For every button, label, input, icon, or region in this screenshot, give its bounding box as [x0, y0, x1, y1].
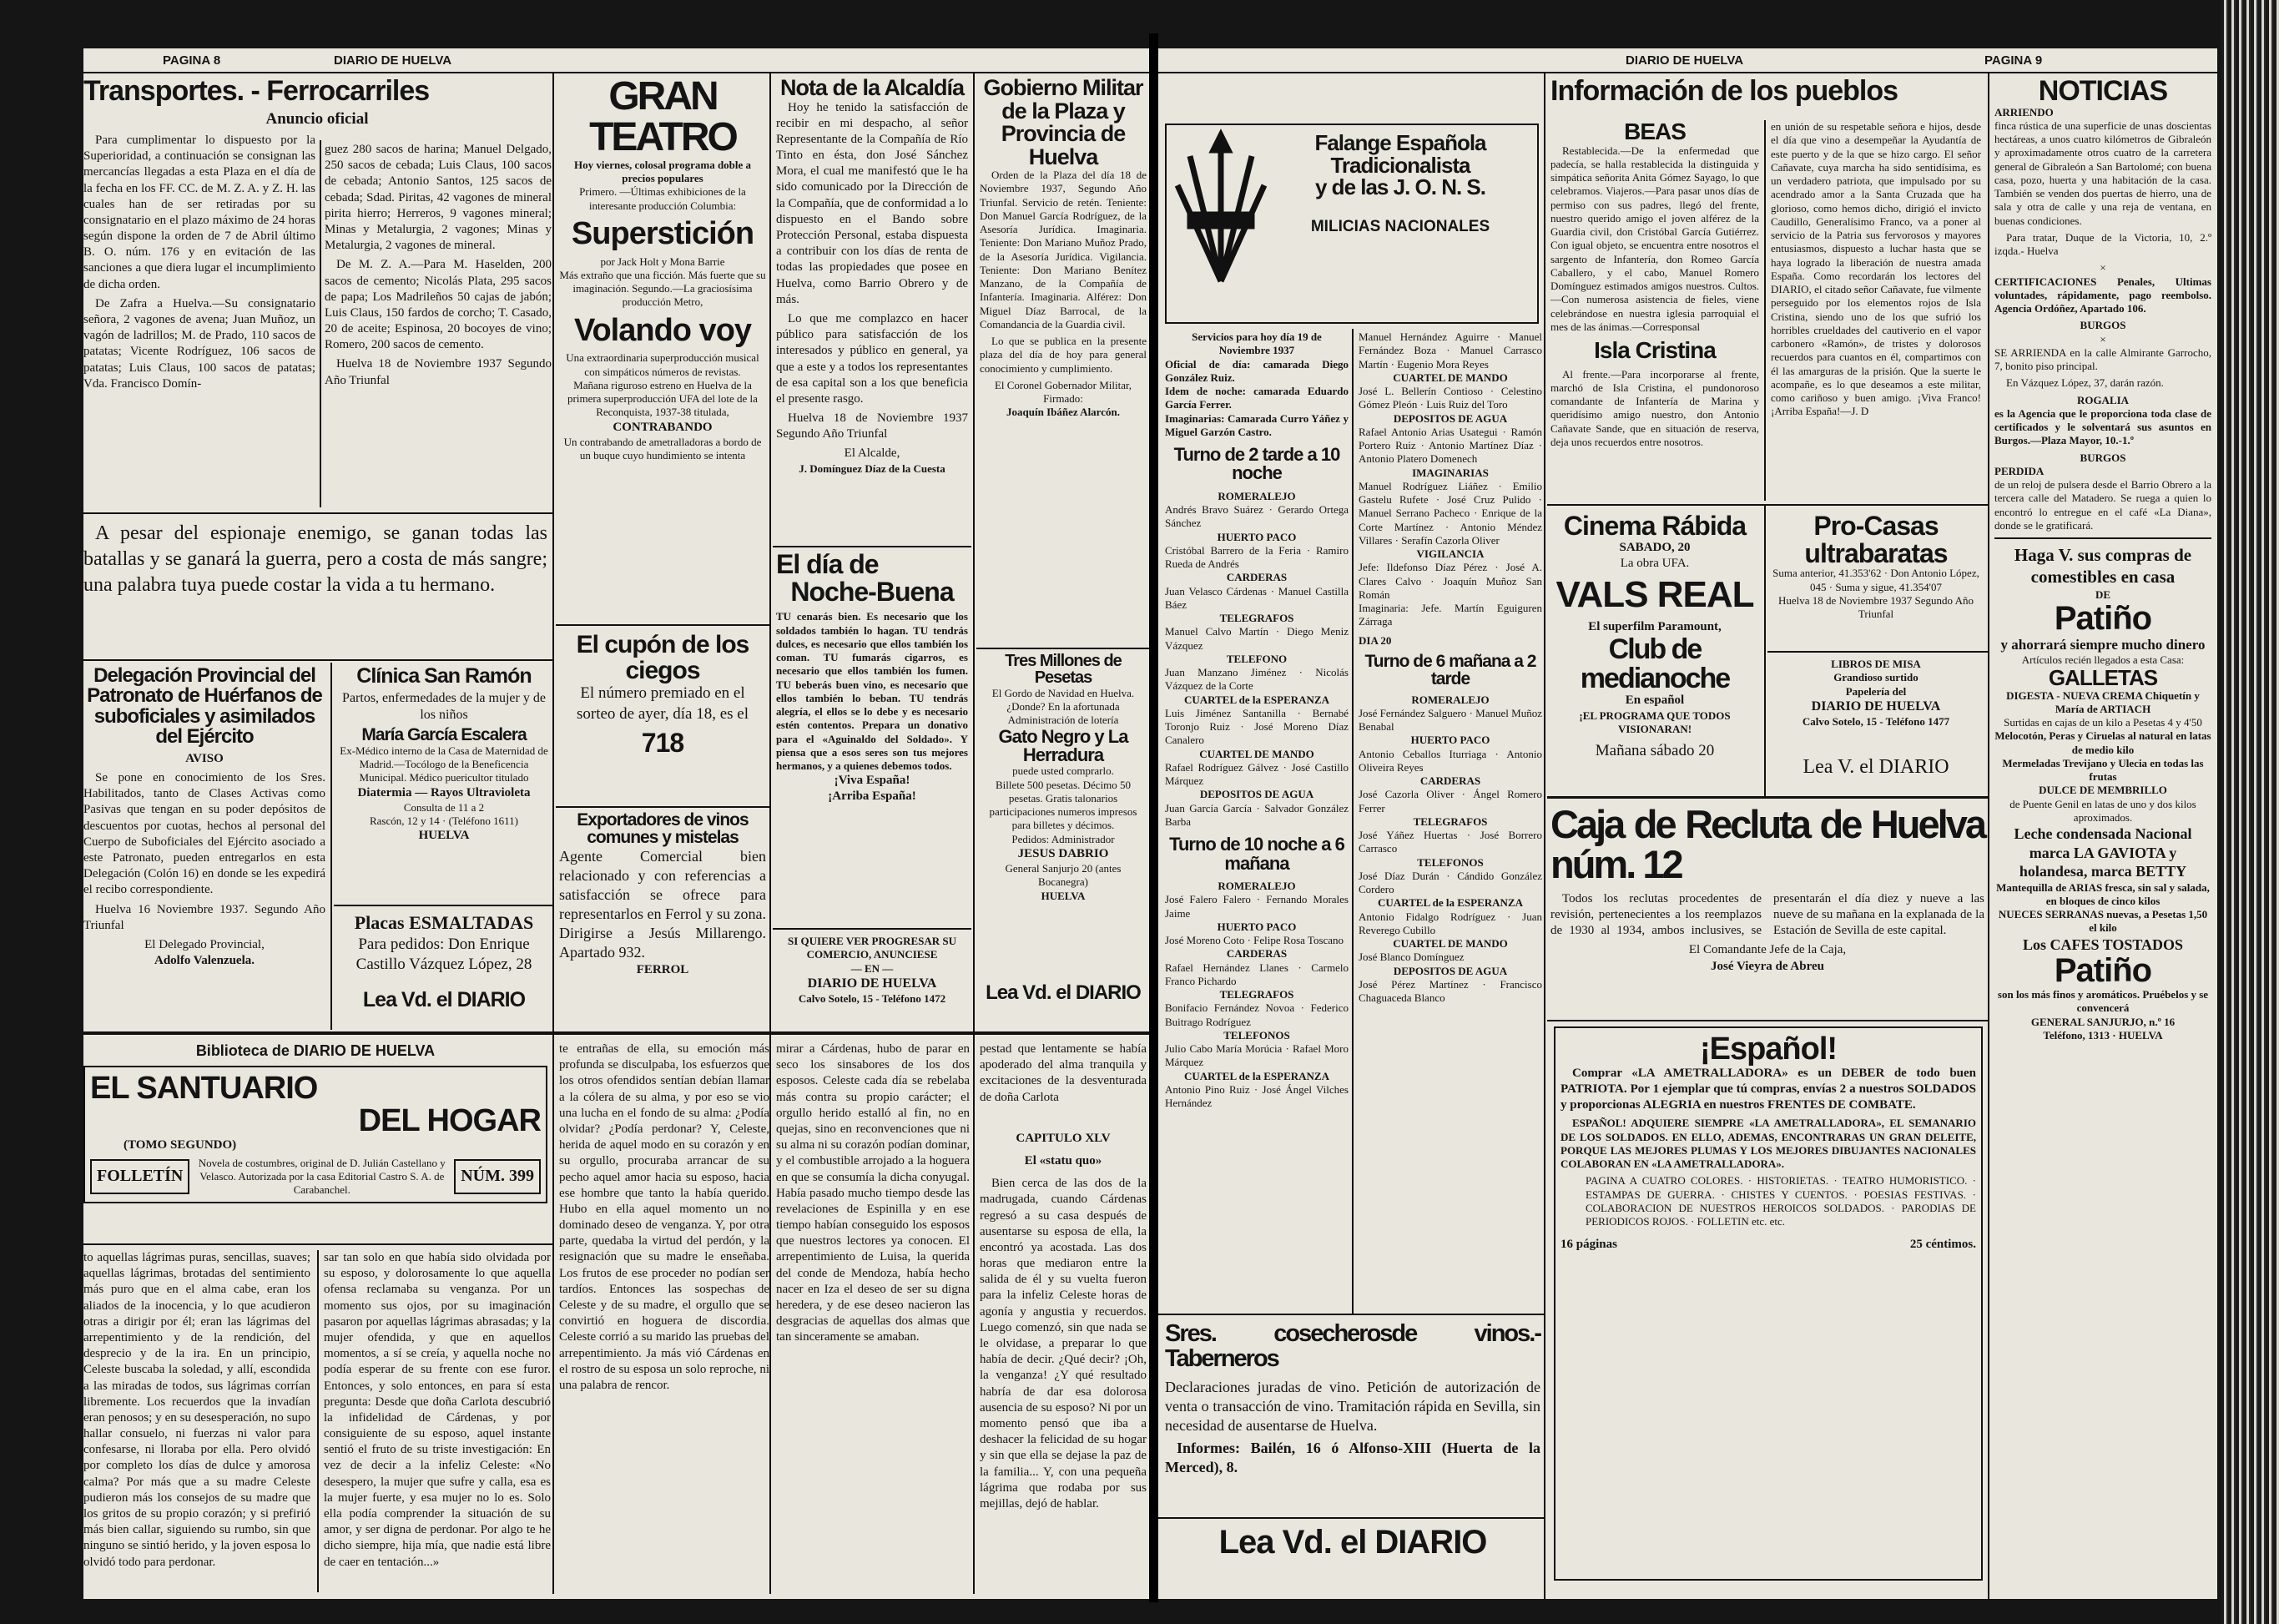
col2-c: Rafael Antonio Arias Usategui · Ramón Portero Ruiz · Antonio Martínez Díaz · Antonio Platero Domenech — [1359, 425, 1542, 466]
huerto-1: HUERTO PACO — [1217, 530, 1297, 543]
list-1: Andrés Bravo Suárez · Gerardo Ortega Sánchez — [1165, 503, 1349, 530]
galletas: GALLETAS — [2048, 665, 2158, 691]
chapter-title: El «statu quo» — [1024, 1153, 1102, 1168]
clinica — [337, 666, 551, 891]
exportadores-city: FERROL — [636, 963, 689, 976]
delegacion-sign2: Adolfo Valenzuela. — [154, 954, 255, 968]
list-10: José Moreno Coto · Felipe Rosa Toscano — [1165, 934, 1344, 946]
alcaldia-date: Huelva 18 de Noviembre 1937 Segundo Año Triunfal — [776, 411, 968, 441]
alcaldia-sign1: El Alcalde, — [844, 446, 900, 461]
transportes-body4: De M. Z. A.—Para M. Haselden, 200 sacos de cemento; Nicolás Plata, 295 sacos de papa; Los Madrileños 50 cajas de jabón; Luis Claus, 150 fardos de corcho; T. Casado, 20 de aceite; Espinosa, 20 bocoyes de vino; Romero, 200 sacos de cemento. — [325, 258, 552, 352]
nochebuena — [776, 551, 968, 922]
falange-yoke-arrows-emblem — [1173, 135, 1269, 294]
alcaldia — [776, 77, 968, 548]
col2-a: Manuel Hernández Aguirre · Manuel Fernández Boza · Manuel Carrasco Martín · Eugenio Mora Reyes — [1359, 330, 1542, 371]
cosecheros-body: Declaraciones juradas de vino. Petición de autorización de venta o transacción de vino. Tramitación rápida en Sevilla, sin necesidad de ausentarse de Huelva. — [1165, 1379, 1540, 1435]
clinica-line5: Rascón, 12 y 14 · (Teléfono 1611) — [369, 815, 519, 828]
mermeladas: Mermeladas Trevijano y Ulecia en todas las frutas — [2002, 756, 2204, 784]
deposito-1: DEPOSITOS DE AGUA — [1199, 788, 1314, 801]
libros-line1: LIBROS DE MISA — [1831, 658, 1921, 670]
serial-col1-text: to aquellas lágrimas puras, sencillas, suaves; aquellas lágrimas, brotadas del sentimiento más puro que en el alma cabe, eran los aliados de la inocencia, y lo que acudieron otras a dirigir por él; eran las lágrimas del arrepentimiento y de la rendición, del desprecio y de la ira. En un principio, Celeste buscaba la soledad, y allí, escondida a las miradas de todos, sus lágrimas corrían libremente. Los recuerdos que la invadían eran penosos; y en su desesperación, no supo hallar consuelo, ni fuerzas ni valor para confesarse, ni lloraba por ella. Pero olvidó por completo los días de dulce y amorosa calma? Por más que a su madre Celeste pudieron más los consejos de su madre que los gritos de su propio corazón; y si prefirió más bien callar, siguiendo su rumbo, sin que ninguno se sintió herido, y la joven esposa lo olvidó todo para perdonar. — [83, 1251, 310, 1569]
col2-i: José Cazorla Oliver · Ángel Romero Ferrer — [1359, 788, 1542, 815]
col2-j: José Yáñez Huertas · José Borrero Carrasco — [1359, 829, 1542, 855]
mantequilla: Mantequilla de ARIAS fresca, sin sal y salada, en bloques de cinco kilos — [1996, 880, 2210, 907]
falange-sub: MILICIAS NACIONALES — [1310, 217, 1490, 235]
burgos-1: BURGOS — [2080, 319, 2126, 332]
film-club-medianoche: Club de medianoche — [1580, 633, 1730, 694]
serial-col1 — [83, 1250, 310, 1592]
col2-vigilancia: VIGILANCIA — [1416, 547, 1485, 560]
caja-sign1: El Comandante Jefe de la Caja, — [1688, 943, 1847, 957]
pueblos-col1 — [1550, 120, 1759, 504]
serial-col3-text: te entrañas de ella, su emoción más profunda se disculpaba, los esfuerzos que los otros ofendidos sentían debían llamar a la cólera de su alma, y por eso se vio una lucha en el fondo de su alma: ¿Podía olvidar? ¿Podía perdonar? Y, Celeste, herida de aquel modo en su corazón y en su orgullo, procuraba arrancar de su pecho aquel amor hacia su esposo, hacia ese hombre que tanto la había querido. Hubo en ella aquel momento un no dominado deseo de venganza. Y, por otra parte, quedaba la virtud del perdón, y la resignación que su madre le enseñaba. Los frutos de ese proceder no podían ser tardíos. Entonces las sospechas de Celeste y de su madre, el orgullo que se convirtió en hoguera de discordia. Celeste corrió a su marido las pruebas del arrepentimiento. Ja más vió Cárdenas en el rostro de su esposa un solo reproche, ni una palabra de rencor. — [559, 1042, 769, 1392]
col2-huerto: HUERTO PACO — [1410, 734, 1490, 747]
alcaldia-title: Nota de la Alcaldía — [779, 75, 965, 100]
gran-teatro-intro: Hoy viernes, colosal programa doble a precios populares — [573, 158, 752, 185]
list-4: Manuel Calvo Martín · Diego Meniz Vázquez — [1165, 625, 1349, 652]
caja-title: Caja de Recluta de Huelva núm. 12 — [1550, 802, 1984, 886]
tres-millones-body3: Billete 500 pesetas. Décimo 50 pesetas. Gratis talonarios participaciones numeros impresos para billetes y décimos. — [989, 778, 1137, 832]
carderas-2: CARDERAS — [1226, 947, 1288, 961]
esperanza-2: CUARTEL de la ESPERANZA — [1184, 1069, 1329, 1082]
placas — [337, 911, 551, 986]
serial-col4-text: mirar a Cárdenas, hubo de parar en seco los sinsabores de los dos esposos. Celeste cada día se rebelaba más contra su propio carácter; el orgullo herido estalló al fin, no en quejas, sino en reconvenciones que ni su alma ni su corazón podían dominar, y el combustible arrojado a la hoguera en que se consumía la dicha conyugal. Había pasado mucho tiempo desde las revelaciones de Espinilla y en ese tiempo habían conseguido los esposos que nuestros lectores ya conocen. El arrepentimiento de Luisa, la querida del conde de Mendoza, había hecho nacer en Iza el deseo de ser su digna heredera, y de ese deseo nacieron las desgracias de aquellas dos almas que tan sinceramente se amaban. — [776, 1042, 970, 1344]
page-label-right: PAGINA 9 — [1984, 53, 2043, 68]
gobierno-sign1: El Coronel Gobernador Militar, — [994, 378, 1132, 391]
suscripcion-line3: DIARIO DE HUELVA — [807, 976, 937, 991]
list-2: Cristóbal Barrero de la Feria · Ramiro Rueda de Andrés — [1165, 543, 1349, 571]
col2-telefonos: TELEFONOS — [1417, 855, 1484, 869]
santuario-tomo: (TOMO SEGUNDO) — [124, 1137, 237, 1152]
col2-deposito-2: DEPOSITOS DE AGUA — [1393, 964, 1508, 977]
procasas — [1771, 512, 1981, 646]
arriendo-body: finca rústica de una superficie de unas doscientas hectáreas, a unos cuatro kilómetros de Gibraleón y aproximadamente otros cuatro de la carretera general de Gibraleón a San Bartolomé; con buena casa, pozo, huerta y una habitación de la casa. También se venden dos puertas de hierro, una de sala y otra de calle y una reja de ventana, en buenas condiciones. — [1994, 119, 2211, 227]
tres-millones-body4: Pedidos: Administrador — [1011, 832, 1115, 845]
falange-title1: Falange Española — [1314, 130, 1486, 155]
cinema-title: Cinema Rábida — [1563, 511, 1747, 541]
arriendo-info: Para tratar, Duque de la Victoria, 10, 2.º izqda.- Huelva — [1994, 230, 2211, 258]
list-5: Juan Manzano Jiménez · Nicolás Vázquez de la Corte — [1165, 666, 1349, 693]
articulos: Artículos recién llegados a esta Casa: — [2021, 653, 2185, 666]
cinema-espanol: En español — [1625, 693, 1685, 708]
cosecheros — [1165, 1322, 1540, 1514]
ahorrara: y ahorrará siempre mucho dinero — [2000, 636, 2206, 653]
suscripcion-line2: — EN — — [850, 961, 894, 975]
santuario-title1: EL SANTUARIO — [90, 1071, 318, 1107]
gran-teatro-line1: Primero. —Últimas exhibiciones de la interesante producción Columbia: — [579, 185, 746, 212]
lea-left-1: Lea Vd. el DIARIO — [362, 988, 526, 1011]
dulce2: de Puente Genil en latas de uno y dos kilos aproximados. — [2009, 797, 2196, 824]
romerale-2: ROMERALEJO — [1218, 880, 1296, 892]
patino-1: Patiño — [2054, 599, 2152, 637]
pueblos-title: Información de los pueblos — [1550, 75, 1898, 107]
transportes-subtitle: Anuncio oficial — [265, 109, 369, 128]
serial-col5b-text: Bien cerca de las dos de la madrugada, cuando Cárdenas regresó a su casa después de ausentarse su esposa de ella, la encontró ya acostada. Las dos horas que mediaron entre la salida de él y su vuelta fueron para la infeliz Celeste horas de agonía y angustia y recuerdos. Luego comenzó, sin que nada se le olvidase, a preparar lo que había de decir. ¿Qué decir? ¡Oh, la venganza! ¿Y qué resultado habría de dar esa dolorosa ausencia de su esposo? Ni por un momento pensó que iba a deshacer la felicidad de su hogar y sin que ella se dejase la paz de la familia... Y, con una pequeña lágrima que rodaba por sus mejillas, dejó de hablar. — [980, 1177, 1147, 1511]
beas-title: BEAS — [1624, 119, 1686, 144]
mando-1: CUARTEL DE MANDO — [1199, 747, 1314, 760]
libros-line5: Calvo Sotelo, 15 - Teléfono 1477 — [1802, 714, 1950, 728]
masthead: DIARIO DE HUELVA — [334, 53, 452, 68]
digesta: DIGESTA - NUEVA CREMA Chiquetín y María de ARTIACH — [2006, 688, 2200, 715]
film-volando-voy: Volando voy — [573, 312, 752, 348]
col2-d: Manuel Rodríguez Liáñez · Emilio Gastelu Rufete · José Cruz Pulido · Manuel Serrano Pacheco · Enrique de la Corte Martínez · Antonio Méndez Villares · Serafín Cazorla Oliver — [1359, 479, 1542, 547]
col2-carderas: CARDERAS — [1419, 774, 1481, 788]
turno-1: Turno de 2 tarde a 10 noche — [1173, 444, 1340, 484]
film-supersticion: Superstición — [571, 215, 754, 251]
col2-dia: DIA 20 — [1359, 633, 1392, 647]
col2-h: Antonio Ceballos Iturriaga · Antonio Oliveira Reyes — [1359, 747, 1542, 774]
list-13: Julio Cabo María Morúcia · Rafael Moro Márquez — [1165, 1042, 1349, 1069]
serial-col2-text: sar tan solo en que había sido olvidada por su esposo, y dolorosamente lo que aquella ofensa reclamaba su venganza. Por un momento sus ojos, por su imaginación pasaron por aquellas lágrimas abrasadas; y la mujer ofendida, y que en aquellos momentos, a sí se creía, y aquella noche no podía esperar de su frente con ese furor. Entonces, y solo entonces, en para sí esta pregunta: Desde que doña Carlota descubrió la infidelidad de Cárdenas, y por consiguiente de su esposo, aquel instante sentió el fruto de su triste investigación: En vez de decir a la infeliz Celeste: «No desespero, la mujer que sufre y calla, esa es la mujer fuerte, y esa mujer no lo es. Solo ella podía comprender la situación de su amor, y ser digna de perdonar. Por algo te he dicho siempre, hija mía, que nadie está libre de caer en tentación...» — [324, 1251, 551, 1569]
book-gutter — [1149, 33, 1158, 1602]
cinema-manana: Mañana sábado 20 — [1595, 742, 1715, 760]
servicios-title: Servicios para hoy día 19 de Noviembre 1937 — [1192, 330, 1322, 357]
telegrafos-1: TELEGRAFOS — [1219, 612, 1294, 625]
patino-2: Patiño — [2054, 952, 2152, 990]
huerto-2: HUERTO PACO — [1217, 920, 1297, 933]
espanol-pages: 16 páginas — [1561, 1238, 1617, 1252]
turno-2: Turno de 10 noche a 6 mañana — [1169, 834, 1344, 874]
gobierno-sign2: Firmado: — [1043, 392, 1083, 406]
list-7: Rafael Rodríguez Gálvez · José Castillo Márquez — [1165, 760, 1349, 788]
espanol-list: PAGINA A CUATRO COLORES. · HISTORIETAS. · TEATRO HUMORISTICO. · ESTAMPAS DE GUERRA. · CHISTES Y CUENTOS. · POESIAS FESTIVAS. · COLABORACION DE NUESTROS HEROICOS SOLDADOS. · PARODIAS DE PERIODICOS ROJOS. · FOLLETIN etc. etc. — [1586, 1174, 1976, 1228]
lea-right-2: Lea V. el DIARIO — [1803, 756, 1949, 778]
gobierno-body2: Lo que se publica en la presente plaza del día de hoy para general conocimiento y cumplimiento. — [980, 335, 1147, 375]
falange-col2 — [1359, 330, 1542, 1307]
col2-k: José Díaz Durán · Cándido González Cordero — [1359, 869, 1542, 896]
pueblos-col2 — [1771, 120, 1981, 501]
cinema-date: SABADO, 20 — [1619, 540, 1691, 554]
transportes-col1 — [83, 75, 430, 511]
noticias-addr: GENERAL SANJURJO, n.º 16 — [2030, 1015, 2176, 1028]
col2-telegrafos: TELEGRAFOS — [1413, 815, 1488, 828]
tres-millones-body: El Gordo de Navidad en Huelva. ¿Donde? En la afortunada Administración de lotería — [991, 686, 1135, 727]
col2-f: Imaginaria: Jefe. Martín Eguiguren Zárraga — [1359, 602, 1542, 628]
gran-teatro — [559, 74, 766, 619]
nochebuena-body: TU cenarás bien. Es necesario que los soldados también lo hagan. TU tendrás dulces, es necesario que ellos también los coman. TU fumarás cigarros, es necesario que ellos también los fumen. TU beberás buen vino, es necesario que ellos también lo beban. TU tendrás alegría, el ellos se lo debe y es necesario estén contentos. Prepara un donativo para el «Aguinaldo del Soldado». Y piensa que a esos seres son tus mejores hermanos, y a quienes debemos todos. — [776, 610, 968, 772]
leche: Leche condensada Nacional marca LA GAVIOTA y holandesa, marca BETTY — [2014, 825, 2192, 880]
noticias: NOTICIAS ARRIENDO finca rústica de una superficie de unas doscientas hectáreas, a unos cuatro kilómetros de Gibraleón y aproximadamente otros cuatro de la carretera general de Gibraleón a San Bartolomé; con buena casa, pozo, huerta y una habitación de la casa. También se venden dos puertas de hierro, una de sala y otra de calle y una reja de ventana, en buenas condiciones. Para tratar, Duque de la Victoria, 10, 2.º izqda.- Huelva × CERTIFICACIONES Penales, Ultimas voluntades, rápidamente, pago reembolso. Agencia Ordóñez, Apartado 106. BURGOS × SE ARRIENDA en la calle Almirante Garrocho, 7, bonito piso principal. En Vázquez López, 37, darán razón. ROGALIA es la Agencia que le proporciona toda clase de certificados y le solventará sus asuntos en Burgos.—Plaza Mayor, 10.-1.º BURGOS PERDIDA de un reloj de pulsera desde el Barrio Obrero a la tercera calle del Matadero. Se ruega a quien lo encontró lo entregue en el café «La Diana», donde se le gratificará. Haga V. sus compras de comestibles en casa DE Patiño y ahorrará siempre mucho dinero Artículos recién llegados a esta Casa: GALLETAS DIGESTA - NUEVA CREMA Chiquetín y María de ARTIACH Surtidas en cajas de un kilo a Pesetas 4 y 4'50 Melocotón, Peras y Ciruelas al natural en latas de medio kilo Mermeladas Trevijano y Ulecia en todas las frutas DULCE DE MEMBRILLO de Puente Genil en latas de uno y dos kilos aproximados. Leche condensada Nacional marca LA GAVIOTA y holandesa, marca BETTY Mantequilla de ARIAS fresca, sin sal y salada, en bloques de cinco kilos NUECES SERRANAS nuevas, a Pesetas 1,50 el kilo Los CAFES TOSTADOS Patiño son los más finos y aromáticos. Pruébelos y se convencerá GENERAL SANJURJO, n.º 16 Teléfono, 1313 · HUELVA — [1994, 75, 2211, 1041]
delegacion-body: Se pone en conocimiento de los Sres. Habilitados, tanto de Clases Activas como Pasivas que tengan en su poder depósitos de descuentos por cuotas, hechos al personal del Cuerpo de Suboficiales del Ejército asociado a este Patronato, pueden entregarlos en esta Delegación (Colón 16) en donde se les expedirá el recibo correspondiente. — [83, 771, 325, 897]
cinema-paramount: El superfilm Paramount, — [1588, 619, 1722, 633]
col2-n: José Pérez Martínez · Francisco Chaguaceda Blanco — [1359, 977, 1542, 1005]
dulce: DULCE DE MEMBRILLO — [2039, 784, 2167, 797]
espanol-body2: ESPAÑOL! ADQUIERE SIEMPRE «LA AMETRALLADORA», EL SEMANARIO DE LOS SOLDADOS. EN ELLO, ADEMAS, ENCONTRARAS UN GRAN DELEITE, PORQUE LAS MEJORES PLUMAS Y LOS MEJORES DIBUJANTES NACIONALES COLABORAN EN «LA AMETRALLADORA». — [1561, 1117, 1976, 1171]
list-14: Antonio Pino Ruiz · José Ángel Vilches Hernández — [1165, 1082, 1349, 1109]
transportes-title: Transportes. - Ferrocarriles — [83, 75, 430, 107]
list-3: Juan Velasco Cárdenas · Manuel Castilla Báez — [1165, 584, 1349, 611]
falange-col1 — [1165, 330, 1349, 1307]
masthead-right: DIARIO DE HUELVA — [1626, 53, 1744, 68]
col2-esperanza: CUARTEL de la ESPERANZA — [1378, 896, 1523, 910]
exportadores-body: Agente Comercial bien relacionado y con referencias a satisfacción se ofrece para representarlos en Ferrol y su zona. Dirigirse a Jesús Millarengo. Apartado 932. — [559, 847, 766, 961]
burgos-2: BURGOS — [2080, 451, 2126, 464]
procasas-body: Suma anterior, 41.353'62 · Don Antonio López, 045 · Suma y sigue, 41.354'07 — [1772, 567, 1979, 593]
col2-g: José Fernández Salguero · Manuel Muñoz Benabal — [1359, 706, 1542, 734]
transportes-col2 — [325, 142, 552, 509]
gran-teatro-desc4: Un contrabando de ametralladoras a bordo de un buque cuyo hundimiento se intenta — [563, 435, 762, 462]
gran-teatro-desc3: Mañana riguroso estreno en Huelva de la primera superproducción UFA del lote de la Reconquista, 1937-38 titulada, — [567, 378, 758, 419]
esperanza-1: CUARTEL de la ESPERANZA — [1184, 693, 1329, 706]
biblioteca-title: Biblioteca de DIARIO DE HUELVA — [195, 1042, 436, 1059]
turno-3: Turno de 6 mañana a 2 tarde — [1364, 651, 1536, 689]
falange-title3: y de las J. O. N. S. — [1315, 174, 1485, 200]
caja-body: Todos los reclutas procedentes de revisión, pertenecientes a los reemplazos de 1930 al 1934, ambos inclusives, se presentarán el día diez y nueve a las nueve de su mañana en la explanada de la Estación de Sevilla de este capital. — [1550, 891, 1984, 938]
gran-teatro-desc2: Una extraordinaria superproducción musical con simpáticos números de revistas. — [566, 351, 759, 378]
arrienda: SE ARRIENDA en la calle Almirante Garrocho, 7, bonito piso principal. — [1994, 345, 2211, 373]
col2-mando: CUARTEL DE MANDO — [1393, 371, 1508, 384]
falange-oficial: Oficial de día: camarada Diego González Ruiz. — [1165, 357, 1349, 384]
delegacion-sign1: El Delegado Provincial, — [144, 937, 265, 951]
surtidas: Surtidas en cajas de un kilo a Pesetas 4 y 4'50 — [2004, 716, 2202, 729]
col2-b: José L. Bellerín Contioso · Celestino Gómez Pleón · Luis Ruiz del Toro — [1359, 385, 1542, 411]
transportes-body2: De Zafra a Huelva.—Su consignatario señora, 2 vagones de avena; Juan Muñoz, un vagón de ladrillos; M. de Prado, 110 sacos de patatas; Vicente Rodríguez, 106 sacos de patatas; Luis Claus, 100 sacos de patatas; Vda. Francisco Domín- — [83, 296, 315, 391]
chapter-number: CAPITULO XLV — [1016, 1131, 1111, 1145]
espanol-title: ¡Español! — [1699, 1031, 1838, 1067]
lea-right: Lea Vd. el DIARIO — [1218, 1524, 1487, 1561]
espanol-body: Comprar «LA AMETRALLADORA» es un DEBER de todo buen PATRIOTA. Por 1 ejemplar que tú compras, envías 2 a nuestros SOLDADOS y proporcionas ALEGRIA en nuestros FRENTES DE COMBATE. — [1561, 1066, 1976, 1112]
folletin-label: FOLLETÍN — [90, 1159, 189, 1194]
quote-text: A pesar del espionaje enemigo, se ganan todas las batallas y se ganará la guerra, pero a costa de más sangre; una palabra tuya puede costar la vida a tu hermano. — [83, 522, 547, 597]
falange-box — [1165, 124, 1539, 324]
libros-line3: Papelería del — [1845, 684, 1907, 698]
cafes2: son los más finos y aromáticos. Pruébelos y se convencerá — [1997, 988, 2209, 1015]
falange-idem: Idem de noche: camarada Eduardo García Ferrer. — [1165, 385, 1349, 411]
procasas-date: Huelva 18 de Noviembre 1937 Segundo Año Triunfal — [1778, 593, 1974, 620]
haga: Haga V. sus compras de comestibles en casa — [2014, 545, 2192, 588]
transportes-body3: guez 280 sacos de harina; Manuel Delgado, 250 sacos de cebada; Luis Claus, 100 sacos de cebada; Antonio Santos, 125 sacos de cebada; Sdad. Piritas, 42 vagones de mineral pirita hierro; Herreros, 9 vagones mineral; Minas y Metalurgia, 2 vagones; Minas y Metalurgia, 2 vagones de mineral. — [325, 143, 552, 253]
film-vals-real: VALS REAL — [1555, 574, 1754, 615]
alcaldia-body2: Lo que me complazco en hacer público para satisfacción de los interesados y público en general, ya que a este y a todos los representantes de esa capital son a los que beneficia el presente rasgo. — [776, 311, 968, 406]
serial-col5 — [980, 1041, 1147, 1592]
suscripcion — [776, 935, 968, 1028]
list-8: Juan García García · Salvador González Barba — [1165, 801, 1349, 828]
list-11: Rafael Hernández Llanes · Carmelo Franco Pichardo — [1165, 961, 1349, 987]
suscripcion-line1: SI QUIERE VER PROGRESAR SU COMERCIO, ANUNCIESE — [787, 935, 957, 961]
list-6: Luis Jiménez Santanilla · Bernabé Toronjo Ruiz · José Moreno Díaz Canalero — [1165, 706, 1349, 747]
serial-col4 — [776, 1041, 970, 1592]
cupon — [559, 633, 766, 799]
clinica-name: María García Escalera — [361, 725, 527, 745]
col2-imaginarias: IMAGINARIAS — [1412, 466, 1489, 479]
delegacion-aviso: AVISO — [185, 751, 224, 765]
tres-millones-addr: General Sanjurjo 20 (antes Bocanegra) — [1005, 862, 1122, 889]
isla-title: Isla Cristina — [1594, 337, 1716, 364]
clinica-line3: Diatermia — Rayos Ultravioleta — [357, 785, 531, 799]
col2-mando-2: CUARTEL DE MANDO — [1393, 937, 1508, 951]
list-12: Bonifacio Fernández Novoa · Federico Buitrago Rodríguez — [1165, 1001, 1349, 1028]
tres-millones-city: HUELVA — [1041, 889, 1086, 902]
delegacion-title: Delegación Provincial del Patronato de Huérfanos de suboficiales y asimilados del Ejército — [87, 664, 322, 749]
delegacion-date: Huelva 16 Noviembre 1937. Segundo Año Triunfal — [83, 902, 325, 932]
clinica-line2: Ex-Médico interno de la Casa de Maternidad de Madrid.—Tocólogo de la Beneficencia Municipal. Médico puericultor titulado — [340, 744, 548, 784]
alcaldia-sign2: J. Domínguez Díaz de la Cuesta — [799, 461, 945, 475]
col2-romerale: ROMERALEJO — [1411, 693, 1490, 706]
romerale-1: ROMERALEJO — [1218, 489, 1296, 502]
page-label: PAGINA 8 — [163, 53, 221, 68]
cupon-body: El número premiado en el sorteo de ayer, día 18, es el — [576, 684, 749, 723]
cosecheros-title: Sres. cosecherosde vinos.-Taberneros — [1165, 1320, 1540, 1372]
noticias-tel: Teléfono, 1313 · HUELVA — [2043, 1028, 2163, 1041]
libros — [1771, 658, 1981, 749]
cinema — [1550, 512, 1759, 796]
caja-sign2: José Vieyra de Abreu — [1711, 959, 1824, 973]
gran-teatro-cast1: por Jack Holt y Mona Barrie — [600, 255, 725, 268]
gobierno-body: Orden de la Plaza del día 18 de Noviembre 1937, Segundo Año Triunfal. Servicio de retén. Teniente: Don Manuel García Rodríguez, de la Asesoría Jurídica. Imaginaria. Teniente: Don Mariano Muñoz Prado, de la Asesoría Jurídica. Vigilancia. Teniente: Don Mariano Benítez Manzano, de la Compañía de Infantería. Imaginaria. Alférez: Don Miguel Díaz Barrocal, de la Comandancia de la Guardia civil. — [980, 169, 1147, 330]
serial-col5-text: pestad que lentamente se había apoderado del alma tranquila y excitaciones de la desventurada de doña Carlota — [980, 1042, 1147, 1104]
cupon-number: 718 — [641, 727, 684, 758]
beas-body2: en unión de su respetable señora e hijos, desde el día que vino a desempeñar la Ayudantía de este puerto y de la que se hizo cargo. El señor Cañavate, cuya marcha ha sido sentidísima, es un verdadero patriota, que impulsado por su acendrado amor a la Santa Cruzada que ha glorioso, como hemos dicho, dirigió el invicto Caudillo, Generalísimo Franco, va a poner al servicio de la Patria sus fervorosos y mayores entusiasmos, dispuesto a luchar hasta que se haya logrado la liberación de nuestra amada España. Como recordarán los lectores del DIARIO, el citado señor Cañavate, fue vilmente perseguido por los elementos rojos de Isla Cristina, siendo uno de los que sufrió los horribles crueldades del cautiverio en el vapor carbonero «Ramón», de tristes y dolorosos recuerdos para cuantos en él, compartimos con él las amarguras de la prisión. Que la suerte le acompañe, es lo que deseamos a este militar, como cariñoso y buen amigo. ¡Viva Franco! ¡Arriba España!—J. D — [1771, 120, 1981, 418]
perdida-body: de un reloj de pulsera desde el Barrio Obrero a la tercera calle del Matadero. Se ruega a quien lo encontró lo entregue en el café «La Diana», donde se le gratificará. — [1994, 478, 2211, 532]
exportadores — [559, 811, 766, 1028]
nochebuena-title1: El día de — [776, 549, 879, 579]
cupon-title: El cupón de los ciegos — [576, 631, 749, 684]
telefonos-2: TELEFONOS — [1223, 1028, 1290, 1041]
cinema-line: ¡EL PROGRAMA QUE TODOS VISIONARAN! — [1579, 709, 1731, 735]
telefono-1: TELEFONO — [1226, 652, 1288, 665]
delegacion — [83, 666, 325, 1033]
col2-e: Jefe: Ildefonso Díaz Pérez · José A. Clares Calvo · Joaquín Muñoz San Román — [1359, 561, 1542, 601]
beas-body: Restablecida.—De la enfermedad que padecía, se halla restablecida la distinguida y simpática señorita Anita Gómez Sayago, lo que celebramos. Viajeros.—Para pasar unos días de permiso con sus padres, llegó del frente, nuestro querido amigo el joven alférez de la Guardia civil, don Cristóbal García Gutiérrez. Con igual objeto, se encuentra entre nosotros el sargento de Infantería, don Romeo García Caballero, y el cabo, Manuel Romero Domínguez estimados amigos nuestros. Cultos.—Con numerosa asistencia de fieles, viene celebrándose en nuestra iglesia parroquial el mes de las ánimas.—Corresponsal — [1550, 144, 1759, 333]
cosecheros-informes: Informes: Bailén, 16 ó Alfonso-XIII (Huerta de la Merced), 8. — [1165, 1440, 1540, 1476]
caja — [1550, 804, 1984, 1013]
noticias-title: NOTICIAS — [2038, 75, 2168, 107]
transportes-date: Huelva 18 de Noviembre 1937 Segundo Año Triunfal — [325, 357, 552, 387]
suscripcion-line4: Calvo Sotelo, 15 - Teléfono 1472 — [798, 991, 946, 1005]
placas-body: Para pedidos: Don Enrique Castillo Vázquez López, 28 — [355, 936, 532, 974]
serial-col2 — [324, 1250, 551, 1592]
nochebuena-viva: ¡Viva España! — [834, 774, 910, 788]
clinica-city: HUELVA — [418, 829, 470, 843]
melocoton: Melocotón, Peras y Ciruelas al natural en latas de medio kilo — [1994, 729, 2211, 756]
arriendo-title: ARRIENDO — [1994, 105, 2054, 119]
procasas-title1: Pro-Casas — [1813, 511, 1939, 541]
santuario-desc: Novela de costumbres, original de D. Julián Castellano y Velasco. Autorizada por la casa Editorial Castro S. A. de Carabanchel. — [198, 1156, 446, 1197]
espanol — [1554, 1026, 1983, 1581]
exportadores-title: Exportadores de vinos comunes y mistelas — [577, 810, 749, 848]
falange-imag: Imaginarias: Camarada Curro Yáñez y Miguel Garzón Castro. — [1165, 411, 1349, 438]
tres-millones-title: Tres Millones de Pesetas — [1005, 652, 1122, 688]
clinica-title: Clínica San Ramón — [356, 664, 532, 688]
santuario-num: NÚM. 399 — [454, 1159, 541, 1194]
gobierno — [980, 77, 1147, 644]
tres-millones-name: Gato Negro y La Herradura — [998, 725, 1128, 765]
cinema-ufa: La obra UFA. — [1620, 556, 1690, 570]
clinica-line1: Partos, enfermedades de la mujer y de los niños — [342, 690, 546, 722]
espanol-price: 25 céntimos. — [1909, 1238, 1976, 1252]
tres-millones-admin: JESUS DABRIO — [1017, 846, 1109, 860]
gobierno-sign3: Joaquín Ibáñez Alarcón. — [1006, 406, 1120, 419]
right-page — [1158, 48, 2217, 1599]
lea-left-2: Lea Vd. el DIARIO — [986, 981, 1141, 1004]
serial-col3 — [559, 1041, 769, 1592]
page-edges — [2221, 0, 2279, 1624]
certif: CERTIFICACIONES Penales, Ultimas voluntades, rápidamente, pago reembolso. Agencia Ordóñez, Apartado 106. — [1994, 275, 2211, 315]
nochebuena-arriba: ¡Arriba España! — [828, 789, 916, 804]
col2-l: Antonio Fidalgo Rodríguez · Juan Reverego Cubillo — [1359, 910, 1542, 936]
gobierno-title: Gobierno Militar de la Plaza y Provincia de Huelva — [983, 75, 1143, 169]
santuario-header — [83, 1041, 547, 1242]
tres-millones — [980, 653, 1147, 970]
libros-line4: DIARIO DE HUELVA — [1811, 699, 1941, 714]
cafes: Los CAFES TOSTADOS — [2022, 936, 2184, 953]
perdida: PERDIDA — [1994, 464, 2045, 477]
rogalia-body: es la Agencia que le proporciona toda clase de certificados y le solventará sus asuntos en Burgos.—Plaza Mayor, 10.-1.º — [1994, 406, 2211, 447]
gran-teatro-title: GRAN TEATRO — [589, 74, 736, 159]
film-contrabando: CONTRABANDO — [613, 420, 713, 434]
left-page — [83, 48, 1149, 1599]
nueces: NUECES SERRANAS nuevas, a Pesetas 1,50 el kilo — [1998, 908, 2208, 935]
nochebuena-title2: Noche-Buena — [790, 576, 954, 607]
falange-title2: Tradicionalista — [1330, 152, 1470, 178]
placas-title: Placas ESMALTADAS — [354, 912, 534, 933]
transportes-body1: Para cumplimentar lo dispuesto por la Superioridad, a continuación se consignan las mercancías llegadas a esta Plaza en el día de la fecha en los FF. CC. de M. Z. A. y Z. H. las cuales han de ser retiradas por su consignatario en el plazo máximo de 24 horas según dispone la orden de 7 de Abril último B. O. núm. 176 y en evitación de las sanciones a que diera lugar el incumplimiento de dicha orden. — [83, 133, 315, 291]
santuario-title2: DEL HOGAR — [358, 1102, 541, 1138]
procasas-title2: ultrabaratas — [1804, 537, 1948, 568]
libros-line2: Grandioso surtido — [1833, 671, 1918, 684]
col2-deposito: DEPOSITOS DE AGUA — [1393, 411, 1508, 425]
list-9: José Falero Falero · Fernando Morales Jaime — [1165, 893, 1349, 920]
arrienda2: En Vázquez López, 37, darán razón. — [2006, 376, 2164, 390]
gran-teatro-desc1: Más extraño que una ficción. Más fuerte que su imaginación. Segundo.—La graciosísima producción Metro, — [559, 268, 766, 309]
telegrafos-2: TELEGRAFOS — [1219, 988, 1294, 1001]
col2-m: José Blanco Domínguez — [1359, 951, 1465, 964]
isla-body: Al frente.—Para incorporarse al frente, marchó de Isla Cristina, el pundonoroso comandante de Infantería de Marina y queridísimo amigo nuestro, don Antonio Cañavate Sande, que en situación de reserva, deja unos recuerdos entre nosotros. — [1550, 367, 1759, 448]
clinica-line4: Consulta de 11 a 2 — [403, 800, 485, 814]
alcaldia-body: Hoy he tenido la satisfacción de recibir en mi despacho, al señor Representante de la Compañía de Río Tinto en ésta, don José Sánchez Mora, el cual me manifestó que le ha sido comunicado por la Dirección de la Compañía, que de conformidad a lo dispuesto en el Bando sobre Protección Personal, estaba dispuesta a contribuir con los días de renta de todas las propiedades que posee en Huelva, como Barrio Obrero y de más. — [776, 100, 968, 306]
carderas-1: CARDERAS — [1226, 571, 1288, 584]
tres-millones-body2: puede usted comprarlo. — [1012, 764, 1114, 778]
rogalia: ROGALIA — [2076, 393, 2130, 406]
quote — [83, 521, 547, 646]
patino-de: DE — [2095, 588, 2111, 601]
